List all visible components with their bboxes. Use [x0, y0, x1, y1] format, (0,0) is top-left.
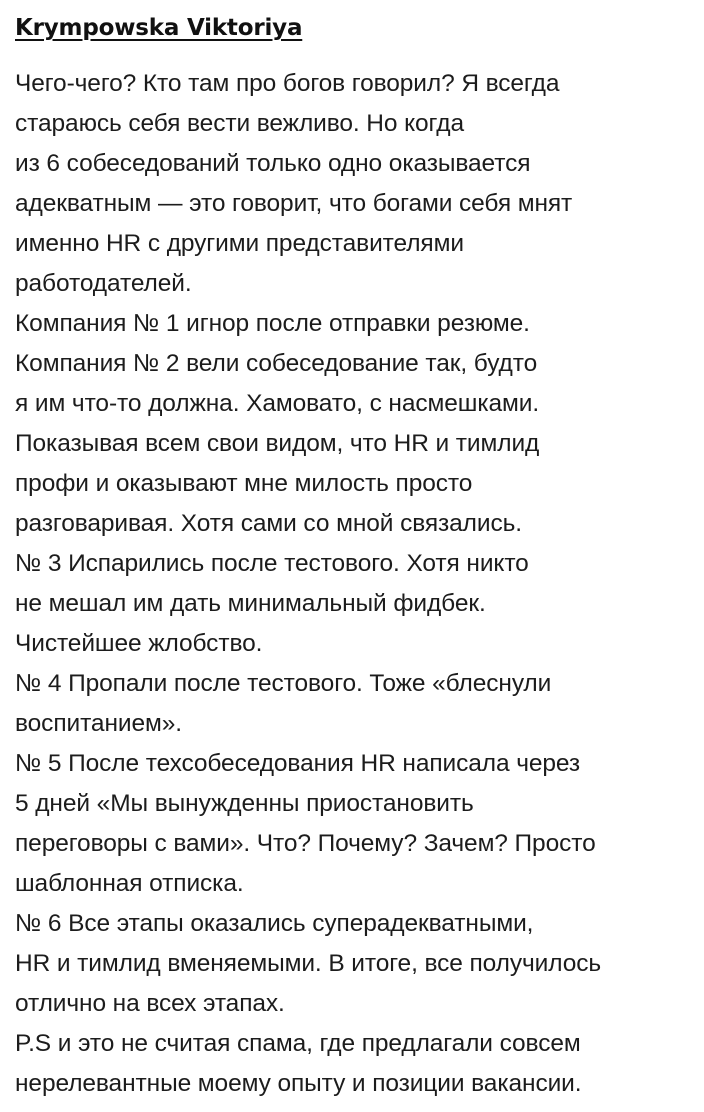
post-line: из 6 собеседований только одно оказывается [15, 150, 531, 177]
post-line: HR и тимлид вменяемыми. В итоге, все получилось [15, 950, 602, 977]
post-line: не мешал им дать минимальный фидбек. [15, 590, 486, 617]
post-line: отлично на всех этапах. [15, 990, 285, 1017]
post-line: № 4 Пропали после тестового. Тоже «блеснули [15, 670, 552, 697]
post-body [15, 64, 695, 1104]
post-line: шаблонная отписка. [15, 870, 244, 897]
post-line: № 3 Испарились после тестового. Хотя никто [15, 550, 529, 577]
post-line: 5 дней «Мы вынужденны приостановить [15, 790, 474, 817]
post-line: переговоры с вами». Что? Почему? Зачем? Просто [15, 830, 596, 857]
post-line: P.S и это не считая спама, где предлагали совсем [15, 1030, 581, 1057]
post-line: я им что-то должна. Хамовато, с насмешками. [15, 390, 540, 417]
post-line: стараюсь себя вести вежливо. Но когда [15, 110, 465, 137]
post-line: разговаривая. Хотя сами со мной связались. [15, 510, 522, 537]
post-line: именно HR с другими представителями [15, 230, 464, 257]
post-line: Компания № 1 игнор после отправки резюме. [15, 310, 530, 337]
post-line: воспитанием». [15, 710, 182, 737]
post-line: № 6 Все этапы оказались суперадекватными, [15, 910, 534, 937]
post-line: профи и оказывают мне милость просто [15, 470, 473, 497]
post-line: Чистейшее жлобство. [15, 630, 263, 657]
post-line: адекватным — это говорит, что богами себя мнят [15, 190, 573, 217]
post-line: Компания № 2 вели собеседование так, будто [15, 350, 538, 377]
post [15, 10, 695, 1104]
post-line: Показывая всем свои видом, что HR и тимлид [15, 430, 540, 457]
post-line: нерелевантные моему опыту и позиции вакансии. [15, 1070, 582, 1097]
post-line: Чего-чего? Кто там про богов говорил? Я всегда [15, 70, 560, 97]
author-name-link[interactable]: Krympowska Viktoriya [15, 15, 303, 41]
post-line: работодателей. [15, 270, 192, 297]
post-line: № 5 После техсобеседования HR написала через [15, 750, 581, 777]
